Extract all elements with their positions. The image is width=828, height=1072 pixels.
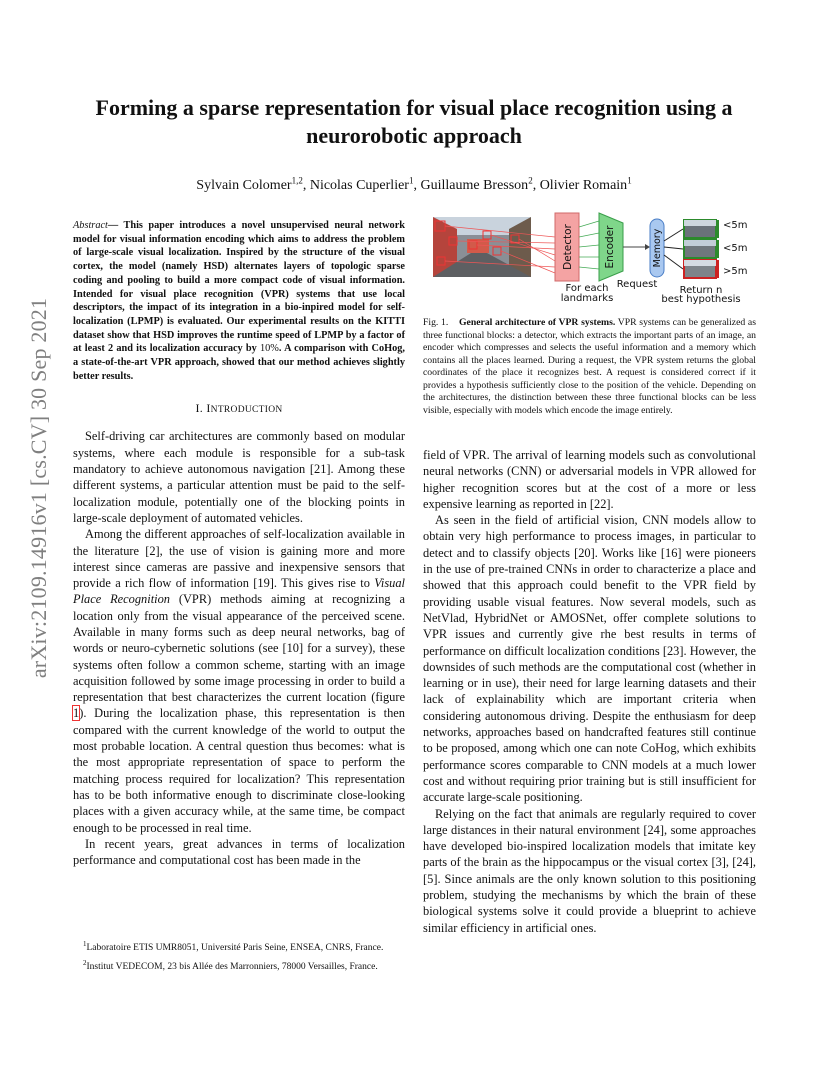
landmarks-label: landmarks [560, 293, 614, 304]
footnote: $^1$Laboratoire ETIS UMR8051, Université Paris Seine, ENSEA, CNRS, France. [83, 940, 384, 954]
left-column [73, 219, 405, 868]
figure-caption-title: General architecture of VPR systems. [459, 317, 616, 328]
vpr-diagram [423, 207, 756, 311]
distance-label: <5m [723, 220, 748, 231]
author-list [72, 170, 756, 196]
paragraph: field of VPR. The arrival of learning models such as convolutional neural networks (CNN) or adversarial models in VPR allowed for higher recognition scores but at the cost of a more or less expensive learning as reported in [22]. [423, 448, 756, 511]
figure-label: Fig. 1. [423, 317, 449, 328]
intro-text-left [73, 428, 405, 868]
detector-label: Detector [562, 224, 574, 270]
paper-title: Forming a sparse representation for visual place recognition using a neurorobotic approach [95, 95, 733, 148]
vpr-architecture-figure [423, 207, 756, 311]
encoding-lines [579, 221, 599, 269]
encoder-label: Encoder [604, 225, 616, 269]
arxiv-stamp-text: arXiv:2109.14916v1 [cs.CV] 30 Sep 2021 [26, 297, 51, 679]
distance-label: <5m [723, 243, 748, 254]
abstract-lead: Abstract [73, 220, 108, 231]
intro-text-right [423, 447, 756, 936]
abstract: Abstract— This paper introduces a novel unsupervised neural network model for visual information encoding which aims to address the problem of large-scale visual localization. Inspired by the structure of the visual cortex, the model (namely HSD) alternates layers of topologic sparse coding and pooling to build a more compact code of visual information. Intended for visual place recognition (VPR) systems that use local descriptors, the impact of its integration in a bio-inpired model for self-localization (LPMP) is evaluated. Our experimental results on the KITTI dataset show that HSD improves the runtime speed of LPMP by a factor of at least 2 and its localization accuracy by 10%. A comparison with CoHog, a state-of-the-art VPR approach, showed that our method achieves slightly better results. [73, 220, 405, 382]
hypothesis-arrows [664, 229, 683, 269]
author: Guillaume Bresson$^2$, [420, 175, 540, 193]
author: Olivier Romain$^1$ [539, 175, 632, 193]
memory-label: Memory [652, 228, 663, 268]
paragraph: Self-driving car architectures are commonly based on modular systems, where each module is responsible for a sub-task mandatory to achieve autonomous navigation [21]. Among these different systems, a particular attention must be paid to the self-localization module, potentially one of the blocking points in large-scale deployment of automated vehicles. [73, 429, 405, 525]
arxiv-stamp [10, 288, 68, 688]
for-each-label: For each [565, 283, 609, 294]
author: Nicolas Cuperlier$^1$, [309, 175, 421, 193]
return-label: Return n [679, 285, 723, 296]
paragraph: Among the different approaches of self-localization available in the literature [2], the use of vision is gaining more and more interest since cameras are passive and inexpensive sensors that provide a rich flow of information [19]. This gives rise to Visual Place Recognition (VPR) methods aiming at recognizing a location only from the visual appearance of the perceived scene. Available in many forms such as deep neural networks, bag of words or neuro-cybernetic solutions (see [10] for a survey), these systems often follow a common scheme, starting with an image acquisition followed by some image processing in order to build a representation that best characterizes the current location (figure 1). During the localization phase, this representation is then compared with the current knowledge of the world to output the most probable location. A central question thus becomes: what is the most appropriate representation of space to perform the matching process required for localization? This representation has to be both informative enough to discriminate close-looking places with a given accuracy while, at the same time, be compact enough to be processed in real time. [73, 527, 405, 835]
paragraph: As seen in the field of artificial vision, CNN models allow to obtain very high performance to process images, in particular to detect and to classify objects [20]. Works like [16] were pioneers in the use of pre-trained CNNs in order to characterize a place and showed that this approach could benefit to the VPR field by providing usable visual features. Now several models, such as NetVlad, HybridNet or AMOSNet, offer complete solutions to VPR issues and currently give rhe best results in terms of performance on difficult localization conditions [23]. However, the downsides of such methods are the computational cost (whether in learning or in use), their need for large learning datasets and their lack of explainability which are important criteria when considering autonomous driving. Despite the enthusiasm for deep networks, approaches based on handcrafted features still continue to be proposed, among which one can note CoHog, which exhibits performance scores comparable to CNN models at a much lower cost and without requiring prior training but is still insufficient for accurate large-scale positioning. [423, 513, 756, 805]
paragraph: In recent years, great advances in terms of localization performance and computational cost has been made in the [73, 836, 405, 868]
footnote: $^2$Institut VEDECOM, 23 bis Allée des Marronniers, 78000 Versailles, France. [83, 959, 378, 973]
figure-caption: Fig. 1. General architecture of VPR systems. VPR systems can be generalized as three functional blocks: a detector, which extracts the important parts of an image, an encoder which compresses and selects the useful information and a memory which contains all the places learned. During a request, the VPR system returns the global coordinates of the place it recognizes best. A request is considered correct if it provides a hypothesis sufficiently close to the position of the vehicle. Depending on the architectures, the distinction between these three functional blocks can be less visible, especially with models which encode the image entirely. [423, 317, 756, 416]
footnotes [73, 938, 405, 976]
figure-reference-link[interactable]: 1 [73, 706, 80, 721]
arrow-head [645, 244, 650, 250]
section-heading: I. INTRODUCTION [195, 401, 283, 416]
author: Sylvain Colomer$^{1,2}$, [196, 175, 310, 193]
request-label: Request [616, 279, 658, 290]
paragraph: Relying on the fact that animals are regularly required to cover large distances in their natural environment [24], some approaches have developed bio-inspired localization models that imitate key parts of the brain as the hippocampus or the visual cortex [3], [24], [5]. Since animals are the only known solution to this positioning problem, studying the mechanisms by which the brain of these biological systems solve it could provide a blueprint to achieve similar efficiency in artificial ones. [423, 806, 756, 935]
hypothesis-thumbnails [684, 220, 719, 278]
best-hypothesis-label: best hypothesis [661, 294, 741, 305]
right-column [423, 207, 756, 936]
distance-label: >5m [723, 266, 748, 277]
section-title: INTRODUCTION [206, 401, 283, 416]
